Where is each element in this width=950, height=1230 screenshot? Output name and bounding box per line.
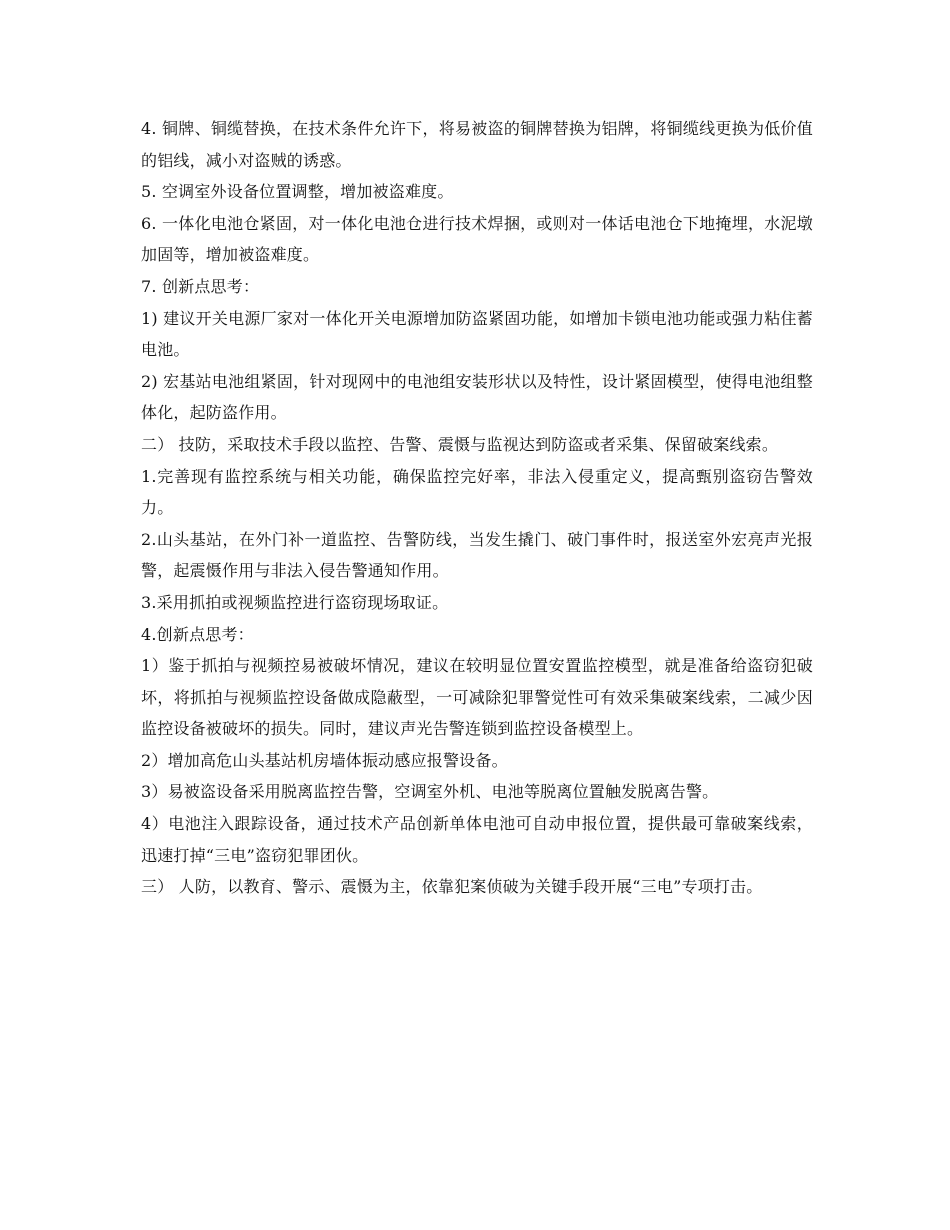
paragraph-battery-cabinet-fastening: 6. 一体化电池仓紧固，对一体化电池仓进行技术焊捆，或则对一体话电池仓下地掩埋，水泥墩加固等，增加被盗难度。 xyxy=(141,213,813,265)
paragraph-innovation-heading-2: 4.创新点思考： xyxy=(141,624,254,644)
paragraph-monitoring-system: 1.完善现有监控系统与相关功能，确保监控完好率，非法入侵重定义，提高甄别盗窃告警效力。 xyxy=(141,466,813,518)
paragraph-vibration-alarm: 2）增加高危山头基站机房墙体振动感应报警设备。 xyxy=(141,750,508,770)
paragraph-evidence-capture: 3.采用抓拍或视频监控进行盗窃现场取证。 xyxy=(141,592,449,612)
paragraph-decoy-monitoring: 1）鉴于抓拍与视频控易被破坏情况，建议在较明显位置安置监控模型，就是准备给盗窃犯破坏，将抓拍与视频监控设备做成隐蔽型，一可减除犯罪警觉性可有效采集破案线索，二减少因监控设备被破坏的损失。同时，建议声光告警连锁到监控设备模型上。 xyxy=(141,656,813,739)
paragraph-ac-outdoor-position: 5. 空调室外设备位置调整，增加被盗难度。 xyxy=(141,182,454,202)
paragraph-mountain-site: 2.山头基站，在外门补一道监控、告警防线，当发生撬门、破门事件时，报送室外宏亮声光报警，起震慑作用与非法入侵告警通知作用。 xyxy=(141,529,813,581)
document-body xyxy=(141,113,813,903)
paragraph-detachment-alarm: 3）易被盗设备采用脱离监控告警，空调室外机、电池等脱离位置触发脱离告警。 xyxy=(141,782,719,802)
section-heading-human-defense: 三） 人防，以教育、警示、震慑为主，依靠犯案侦破为关键手段开展“三电”专项打击。 xyxy=(141,877,763,897)
paragraph-innovation-item-2: 2) 宏基站电池组紧固，针对现网中的电池组安装形状以及特性，设计紧固模型，使得电池组整体化，起防盗作用。 xyxy=(141,371,813,423)
paragraph-battery-tracking: 4）电池注入跟踪设备，通过技术产品创新单体电池可自动申报位置，提供最可靠破案线索，迅速打掉“三电”盗窃犯罪团伙。 xyxy=(141,814,813,865)
paragraph-copper-replacement: 4. 铜牌、铜缆替换，在技术条件允许下，将易被盗的铜牌替换为铝牌，将铜缆线更换为低价值的铝线，减小对盗贼的诱惑。 xyxy=(141,119,813,170)
paragraph-innovation-item-1: 1) 建议开关电源厂家对一体化开关电源增加防盗紧固功能，如增加卡锁电池功能或强力粘住蓄电池。 xyxy=(141,308,813,360)
paragraph-innovation-heading-1: 7. 创新点思考： xyxy=(141,276,260,296)
section-heading-technical-defense: 二） 技防，采取技术手段以监控、告警、震慑与监视达到防盗或者采集、保留破案线索。 xyxy=(141,434,779,454)
